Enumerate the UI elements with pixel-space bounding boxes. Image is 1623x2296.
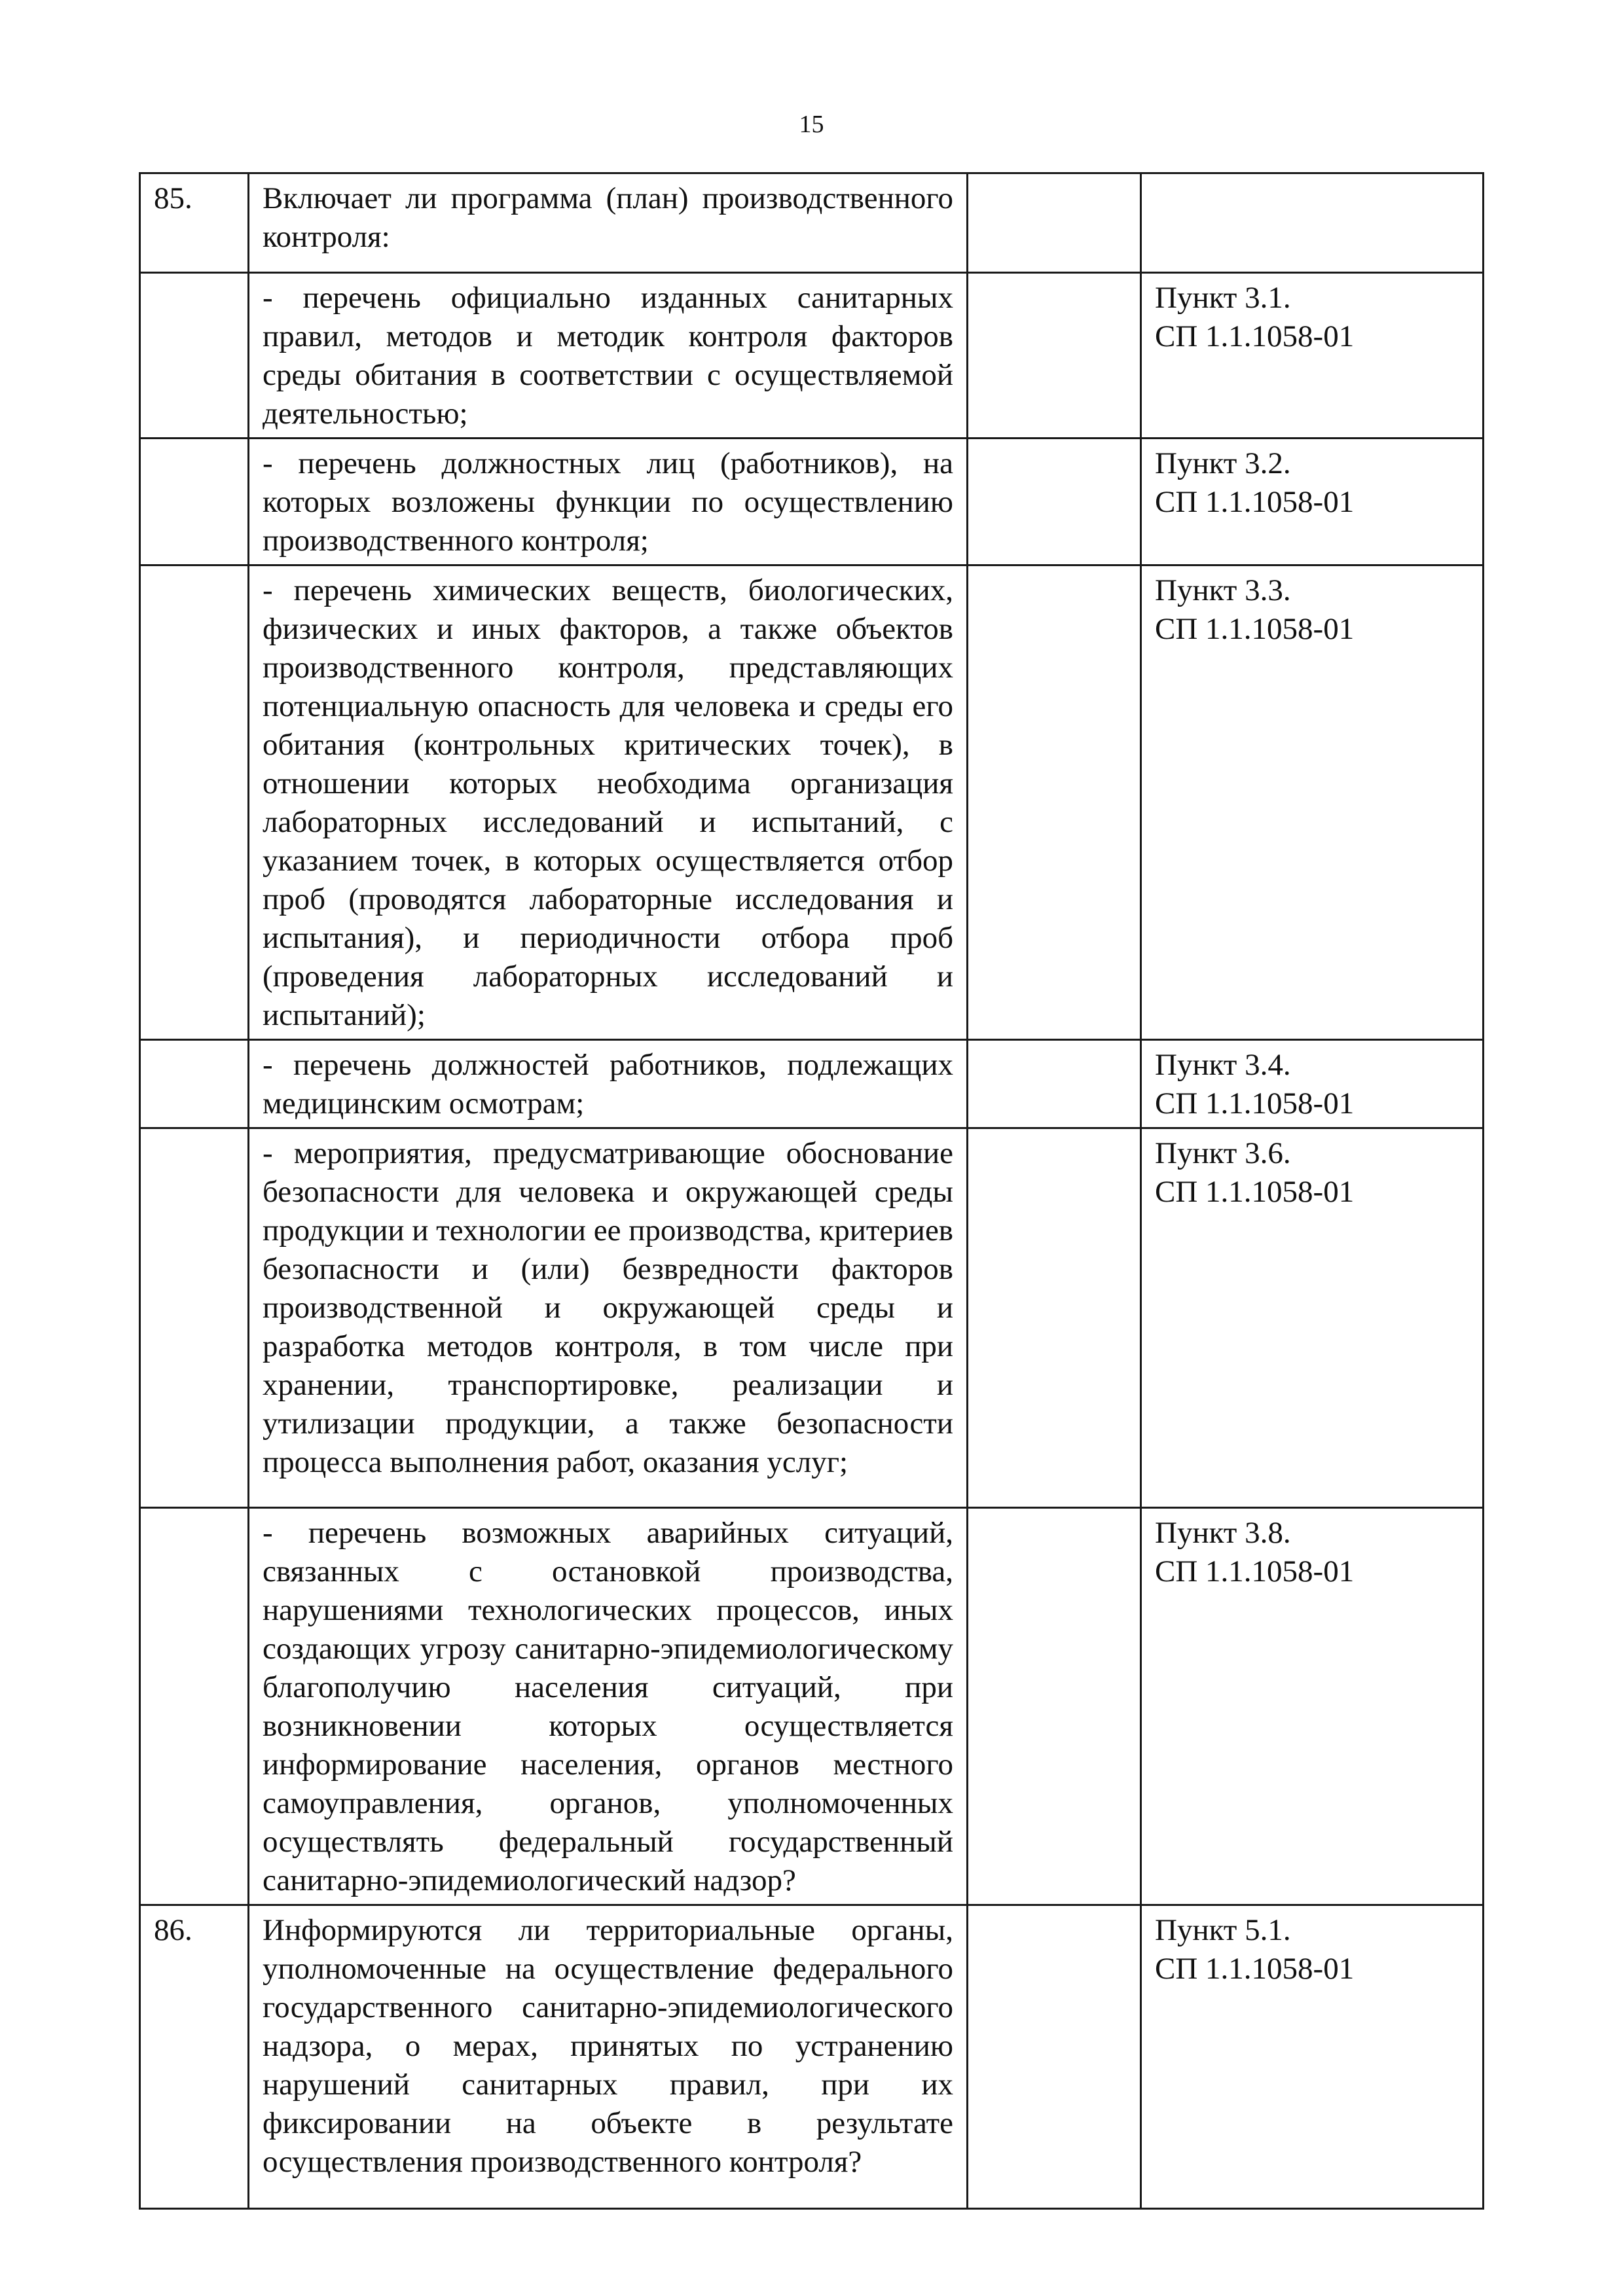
answer-cell[interactable]: [968, 173, 1141, 273]
question-cell: [249, 1508, 968, 1905]
answer-cell[interactable]: [968, 1905, 1141, 2209]
reference-cell: [1141, 273, 1484, 439]
item-number: [140, 565, 249, 1040]
reference-point: Пункт 3.2.: [1155, 446, 1291, 480]
reference-point: Пункт 3.8.: [1155, 1516, 1291, 1550]
question-text: - перечень должностей работников, подлежащих медицинским осмотрам;: [263, 1048, 953, 1121]
table-row: [140, 439, 1484, 565]
question-text: Информируются ли территориальные органы, уполномоченные на осуществление федерального государственного санитарно-эпидемиологического надзора, о мерах, принятых по устранению нарушений санитарных правил, при их фиксировании на объекте в результате осуществления производственного контроля?: [263, 1913, 953, 2179]
reference-document: СП 1.1.1058-01: [1155, 1086, 1355, 1121]
page-number: 15: [799, 111, 824, 138]
reference-document: СП 1.1.1058-01: [1155, 319, 1355, 353]
question-text: - перечень официально изданных санитарных правил, методов и методик контроля факторов среды обитания в соответствии с осуществляемой деятельностью;: [263, 281, 953, 431]
item-number: [140, 1040, 249, 1128]
question-cell: [249, 1905, 968, 2209]
item-number: [140, 439, 249, 565]
reference-document: СП 1.1.1058-01: [1155, 1554, 1355, 1588]
table-row: [140, 1128, 1484, 1508]
reference-document: СП 1.1.1058-01: [1155, 612, 1355, 646]
answer-cell[interactable]: [968, 1040, 1141, 1128]
question-cell: [249, 173, 968, 273]
reference-cell: [1141, 1128, 1484, 1508]
item-number: [140, 1128, 249, 1508]
reference-point: Пункт 3.1.: [1155, 281, 1291, 315]
table-row: [140, 1040, 1484, 1128]
reference-document: СП 1.1.1058-01: [1155, 485, 1355, 519]
table-row: [140, 1508, 1484, 1905]
reference-point: Пункт 3.3.: [1155, 573, 1291, 607]
question-text: - перечень должностных лиц (работников), на которых возложены функции по осуществлению производственного контроля;: [263, 446, 953, 558]
question-text: - перечень возможных аварийных ситуаций, связанных с остановкой производства, нарушениями технологических процессов, иных создающих угрозу санитарно-эпидемиологическому благополучию населения ситуаций, при возникновении которых осуществляется информирование населения, органов местного самоуправления, органов, уполномоченных осуществлять федеральный государственный санитарно-эпидемиологический надзор?: [263, 1516, 953, 1897]
question-text: - мероприятия, предусматривающие обоснование безопасности для человека и окружающей среды продукции и технологии ее производства, критериев безопасности и (или) безвредности факторов производственной и окружающей среды и разработка методов контроля, в том числе при хранении, транспортировке, реализации и утилизации продукции, а также безопасности процесса выполнения работ, оказания услуг;: [263, 1136, 953, 1479]
answer-cell[interactable]: [968, 1128, 1141, 1508]
question-cell: [249, 565, 968, 1040]
reference-cell: [1141, 173, 1484, 273]
reference-cell: [1141, 1905, 1484, 2209]
reference-point: Пункт 3.4.: [1155, 1048, 1291, 1082]
reference-document: СП 1.1.1058-01: [1155, 1952, 1355, 1986]
question-cell: [249, 439, 968, 565]
answer-cell[interactable]: [968, 273, 1141, 439]
answer-cell[interactable]: [968, 1508, 1141, 1905]
table-row: [140, 1905, 1484, 2209]
table-row: [140, 173, 1484, 273]
item-number: 85.: [140, 173, 249, 273]
reference-point: Пункт 5.1.: [1155, 1913, 1291, 1947]
question-cell: [249, 1128, 968, 1508]
reference-cell: [1141, 1040, 1484, 1128]
item-number: [140, 273, 249, 439]
item-number: [140, 1508, 249, 1905]
reference-document: СП 1.1.1058-01: [1155, 1175, 1355, 1209]
reference-cell: [1141, 439, 1484, 565]
question-text: Включает ли программа (план) производственного контроля:: [263, 181, 953, 254]
question-cell: [249, 273, 968, 439]
answer-cell[interactable]: [968, 565, 1141, 1040]
table-row: [140, 273, 1484, 439]
answer-cell[interactable]: [968, 439, 1141, 565]
item-number: 86.: [140, 1905, 249, 2209]
question-cell: [249, 1040, 968, 1128]
checklist-table: [139, 172, 1484, 2210]
reference-cell: [1141, 1508, 1484, 1905]
reference-point: Пункт 3.6.: [1155, 1136, 1291, 1170]
table-row: [140, 565, 1484, 1040]
reference-cell: [1141, 565, 1484, 1040]
question-text: - перечень химических веществ, биологических, физических и иных факторов, а также объектов производственного контроля, представляющих потенциальную опасность для человека и среды его обитания (контрольных критических точек), в отношении которых необходима организация лабораторных исследований и испытаний, с указанием точек, в которых осуществляется отбор проб (проводятся лабораторные исследования и испытания), и периодичности отбора проб (проведения лабораторных исследований и испытаний);: [263, 573, 953, 1032]
